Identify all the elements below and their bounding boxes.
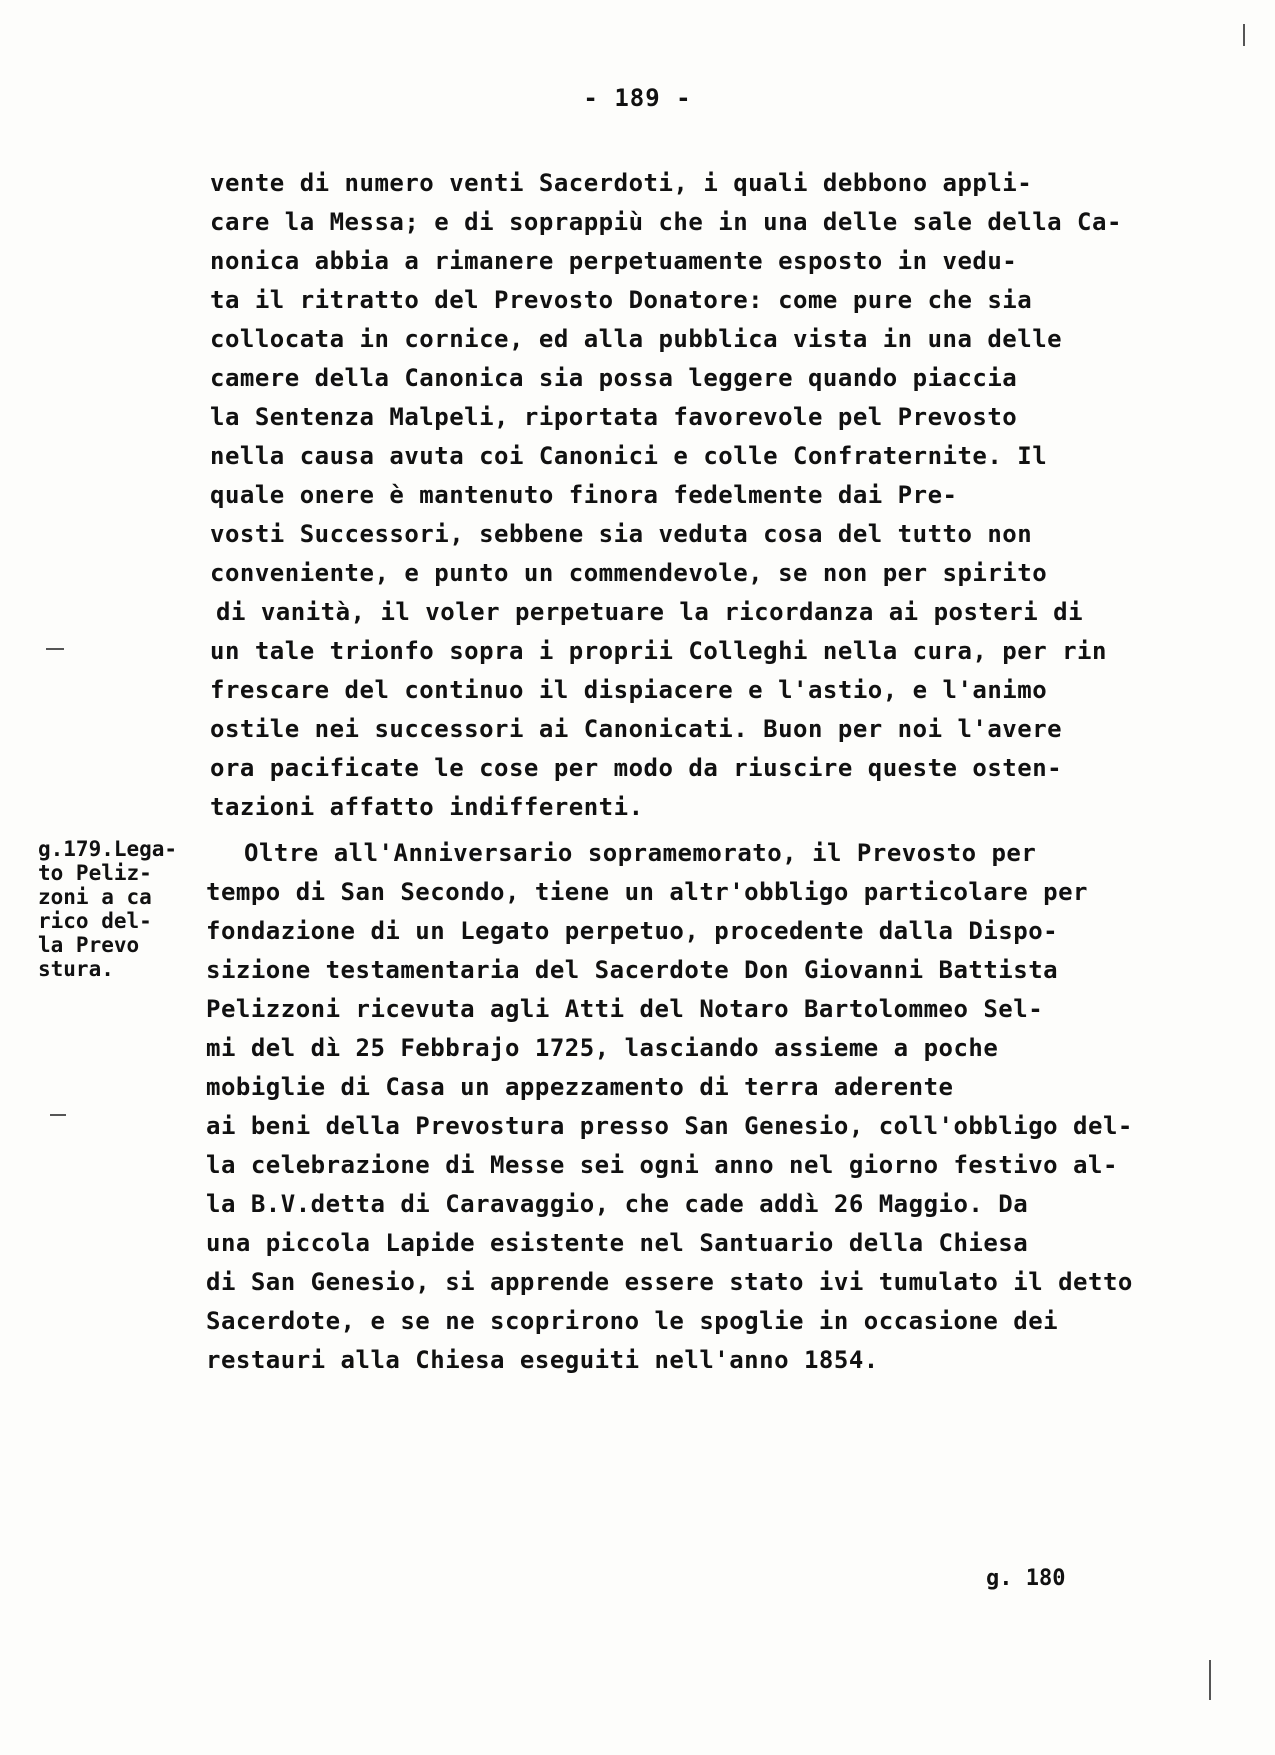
text-line: tazioni affatto indifferenti.: [210, 793, 644, 821]
text-line: ta il ritratto del Prevosto Donatore: come pure che sia: [210, 286, 1033, 314]
text-line: restauri alla Chiesa eseguiti nell'anno 1854.: [206, 1346, 879, 1374]
text-line: di vanità, il voler perpetuare la ricordanza ai posteri di: [216, 598, 1084, 626]
text-line: camere della Canonica sia possa leggere quando piaccia: [210, 364, 1018, 392]
text-line: vente di numero venti Sacerdoti, i quali debbono appli-: [210, 169, 1033, 197]
text-line: la B.V.detta di Caravaggio, che cade addì 26 Maggio. Da: [206, 1190, 1029, 1218]
margin-note-line: rico del-: [38, 909, 152, 933]
text-line: conveniente, e punto un commendevole, se non per spirito: [210, 559, 1048, 587]
next-section-ref: g. 180: [986, 1566, 1066, 1591]
text-line: Oltre all'Anniversario sopramemorato, il Prevosto per: [244, 839, 1037, 867]
margin-note-line: stura.: [38, 957, 114, 981]
text-line: quale onere è mantenuto finora fedelmente dai Pre-: [210, 481, 958, 509]
text-line: nonica abbia a rimanere perpetuamente esposto in vedu-: [210, 247, 1018, 275]
margin-note-line: la Prevo: [38, 933, 140, 957]
text-line: mi del dì 25 Febbrajo 1725, lasciando assieme a poche: [206, 1034, 999, 1062]
text-line: la Sentenza Malpeli, riportata favorevole pel Prevosto: [210, 403, 1018, 431]
text-line: ai beni della Prevostura presso San Genesio, coll'obbligo del-: [206, 1112, 1133, 1140]
text-line: frescare del continuo il dispiacere e l'astio, e l'animo: [210, 676, 1048, 704]
text-line: vosti Successori, sebbene sia veduta cosa del tutto non: [210, 520, 1033, 548]
text-line: un tale trionfo sopra i proprii Colleghi nella cura, per rin: [210, 637, 1107, 665]
text-line: sizione testamentaria del Sacerdote Don Giovanni Battista: [206, 956, 1059, 984]
margin-note-line: zoni a ca: [38, 885, 152, 909]
text-line: mobiglie di Casa un appezzamento di terra aderente: [206, 1073, 954, 1101]
text-line: nella causa avuta coi Canonici e colle Confraternite. Il: [210, 442, 1048, 470]
scan-edge-mark: [1243, 24, 1245, 46]
page-number: - 189 -: [583, 84, 692, 112]
text-line: Pelizzoni ricevuta agli Atti del Notaro Bartolommeo Sel-: [206, 995, 1044, 1023]
text-line: Sacerdote, e se ne scoprirono le spoglie in occasione dei: [206, 1307, 1059, 1335]
text-line: ostile nei successori ai Canonicati. Buon per noi l'avere: [210, 715, 1063, 743]
text-line: una piccola Lapide esistente nel Santuario della Chiesa: [206, 1229, 1029, 1257]
margin-dash-mark: [50, 1114, 66, 1116]
margin-note-line: g.179.Lega-: [38, 837, 178, 861]
margin-note-line: to Peliz-: [38, 861, 152, 885]
text-line: di San Genesio, si apprende essere stato ivi tumulato il detto: [206, 1268, 1133, 1296]
text-line: care la Messa; e di soprappiù che in una delle sale della Ca-: [210, 208, 1122, 236]
scan-edge-mark: [1209, 1660, 1211, 1700]
text-line: ora pacificate le cose per modo da riuscire queste osten-: [210, 754, 1063, 782]
text-line: la celebrazione di Messe sei ogni anno nel giorno festivo al-: [206, 1151, 1118, 1179]
text-line: fondazione di un Legato perpetuo, procedente dalla Dispo-: [206, 917, 1059, 945]
text-line: tempo di San Secondo, tiene un altr'obbligo particolare per: [206, 878, 1089, 906]
text-line: collocata in cornice, ed alla pubblica vista in una delle: [210, 325, 1063, 353]
margin-dash-mark: [46, 648, 64, 650]
